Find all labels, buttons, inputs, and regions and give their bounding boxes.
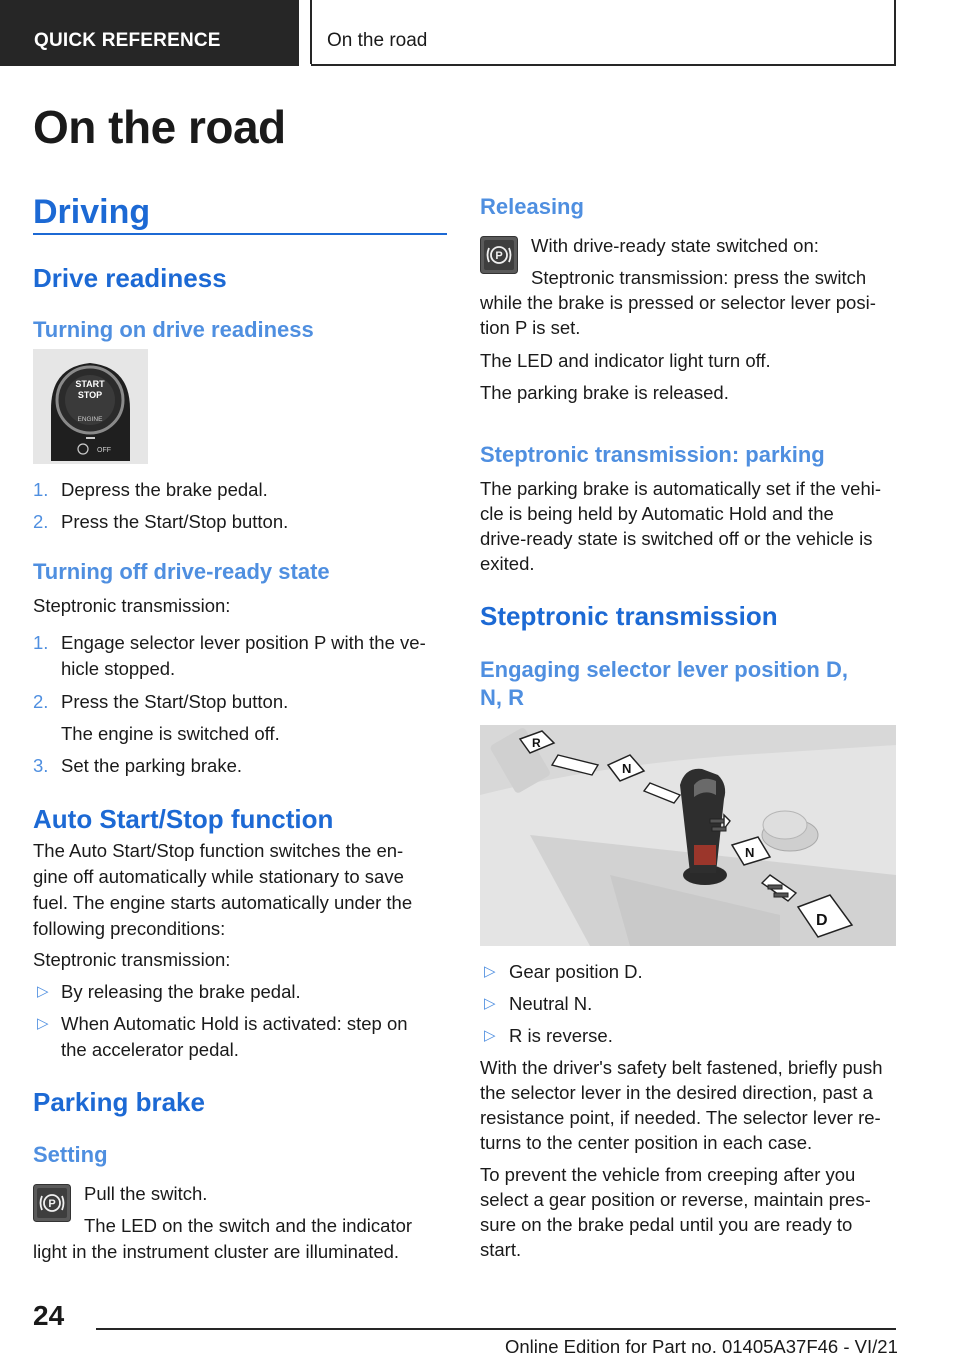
bullet-text: By releasing the brake pedal. <box>61 981 301 1002</box>
heading-turning-off: Turning off drive-ready state <box>33 559 330 584</box>
step-number: 1. <box>33 632 49 653</box>
step-number: 1. <box>33 479 49 500</box>
releasing-text: The parking brake is released. <box>480 382 729 403</box>
step-text-cont: The engine is switched off. <box>61 723 280 744</box>
parking-brake-switch-icon <box>33 1184 71 1222</box>
paragraph-line: start. <box>480 1239 522 1260</box>
start-stop-button-image <box>33 349 148 464</box>
off-label: OFF <box>97 447 111 454</box>
setting-text: Pull the switch. <box>84 1183 208 1204</box>
paragraph-line: drive-ready state is switched off or the vehicle is <box>480 528 873 549</box>
paragraph-line: following preconditions: <box>33 918 226 939</box>
releasing-text: With drive-ready state switched on: <box>531 235 819 256</box>
paragraph-line: fuel. The engine starts automatically under the <box>33 892 413 913</box>
paragraph-line: cle is being held by Automatic Hold and the <box>480 503 834 524</box>
bullet-triangle-icon: ▷ <box>484 963 496 980</box>
paragraph-line: resistance point, if needed. The selector lever re- <box>480 1107 881 1128</box>
chapter-label: On the road <box>327 30 428 51</box>
releasing-text: tion P is set. <box>480 317 581 338</box>
step-text: Press the Start/Stop button. <box>61 691 289 712</box>
heading-steptronic-transmission: Steptronic transmission <box>480 601 778 631</box>
heading-drive-readiness: Drive readiness <box>33 263 227 293</box>
bullet-triangle-icon: ▷ <box>37 1015 49 1032</box>
paragraph-line: The Auto Start/Stop function switches the en- <box>33 840 404 861</box>
section-label: QUICK REFERENCE <box>34 30 221 51</box>
paragraph-line: gine off automatically while stationary to save <box>33 866 404 887</box>
heading-driving: Driving <box>33 193 151 231</box>
edition-note: Online Edition for Part no. 01405A37F46 - VI/21 <box>505 1336 898 1357</box>
bullet-triangle-icon: ▷ <box>484 1027 496 1044</box>
gear-label-n: N <box>622 761 632 776</box>
heading-releasing: Releasing <box>480 194 584 219</box>
gear-label-n-lower: N <box>745 845 755 860</box>
stop-label: STOP <box>77 390 103 400</box>
step-number: 2. <box>33 691 49 712</box>
paragraph-line: With the driver's safety belt fastened, briefly push <box>480 1057 883 1078</box>
paragraph-line: the selector lever in the desired direction, past a <box>480 1082 873 1103</box>
selector-lever-icon <box>480 725 896 946</box>
steptronic-label: Steptronic transmission: <box>33 949 231 970</box>
paragraph-line: select a gear position or reverse, maintain pres- <box>480 1189 871 1210</box>
footer-rule <box>96 1328 896 1330</box>
heading-steptronic-parking: Steptronic transmission: parking <box>480 442 825 467</box>
heading-engaging-cont: N, R <box>480 685 524 710</box>
step-text-cont: hicle stopped. <box>61 658 176 679</box>
step-text: Depress the brake pedal. <box>61 479 268 500</box>
bullet-text: R is reverse. <box>509 1025 613 1046</box>
bullet-text: Gear position D. <box>509 961 643 982</box>
step-text: Set the parking brake. <box>61 755 242 776</box>
gear-label-d: D <box>816 912 828 929</box>
start-stop-button-icon <box>33 349 148 464</box>
bullet-triangle-icon: ▷ <box>484 995 496 1012</box>
heading-engaging: Engaging selector lever position D, <box>480 657 848 682</box>
engine-label: ENGINE <box>77 416 103 423</box>
bullet-text-cont: the accelerator pedal. <box>61 1039 239 1060</box>
svg-text:P: P <box>48 1198 56 1210</box>
heading-setting: Setting <box>33 1142 108 1167</box>
paragraph-line: turns to the center position in each case. <box>480 1132 813 1153</box>
chapter-tab[interactable] <box>311 0 896 66</box>
step-text: Press the Start/Stop button. <box>61 511 289 532</box>
start-label: START <box>75 379 105 389</box>
heading-auto-start-stop: Auto Start/Stop function <box>33 804 334 834</box>
bullet-text: When Automatic Hold is activated: step on <box>61 1013 408 1034</box>
bullet-triangle-icon: ▷ <box>37 983 49 1000</box>
heading-parking-brake: Parking brake <box>33 1087 205 1117</box>
heading-rule <box>33 233 447 235</box>
heading-turning-on: Turning on drive readiness <box>33 317 314 342</box>
step-number: 3. <box>33 755 49 776</box>
paragraph-line: The parking brake is automatically set if the vehi- <box>480 478 882 499</box>
paragraph-line: To prevent the vehicle from creeping after you <box>480 1164 856 1185</box>
parking-brake-switch-icon <box>480 236 518 274</box>
releasing-text: Steptronic transmission: press the switch <box>531 267 867 288</box>
svg-text:P: P <box>495 250 503 262</box>
setting-text: light in the instrument cluster are illuminated. <box>33 1241 400 1262</box>
bullet-text: Neutral N. <box>509 993 593 1014</box>
step-number: 2. <box>33 511 49 532</box>
setting-text: The LED on the switch and the indicator <box>84 1215 413 1236</box>
step-text: Engage selector lever position P with the ve- <box>61 632 426 653</box>
releasing-text: while the brake is pressed or selector lever posi- <box>480 292 876 313</box>
section-tab[interactable] <box>0 0 299 66</box>
releasing-text: The LED and indicator light turn off. <box>480 350 771 371</box>
gear-label-r: R <box>532 736 541 750</box>
selector-lever-image <box>480 725 896 946</box>
paragraph-line: exited. <box>480 553 535 574</box>
steptronic-label: Steptronic transmission: <box>33 595 231 616</box>
paragraph-line: sure on the brake pedal until you are ready to <box>480 1214 853 1235</box>
page-number: 24 <box>33 1300 65 1331</box>
page-title: On the road <box>33 101 286 153</box>
